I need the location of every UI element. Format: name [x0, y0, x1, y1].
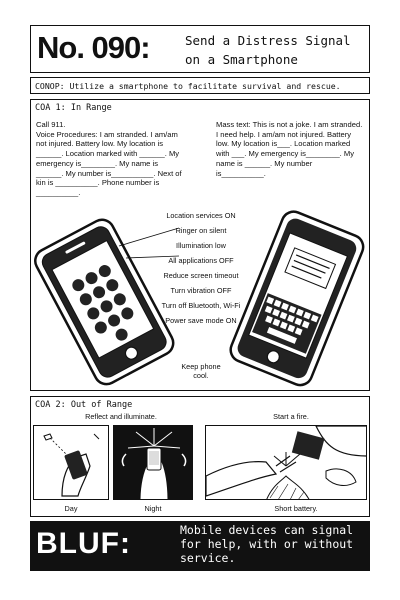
day-caption: Day — [64, 504, 78, 513]
coa2-section — [30, 396, 370, 517]
fire-starting-illustration — [206, 426, 367, 500]
night-panel — [113, 425, 193, 500]
setting-vibration: Turn vibration OFF — [170, 286, 232, 295]
coa1-label: COA 1: In Range — [35, 103, 112, 113]
keep-cool-note: Keep phone cool. — [181, 362, 221, 381]
right-phone-illustration — [226, 208, 366, 388]
setting-power-save: Power save mode ON — [165, 316, 237, 325]
guide-title-line-2: on a Smartphone — [185, 52, 298, 67]
setting-ringer: Ringer on silent — [175, 226, 227, 235]
battery-caption: Short battery. — [274, 504, 318, 513]
mass-text-message: Mass text: This is not a joke. I am stranded. I need help. I am/am not injured. Battery low. My location is___. Location marked with ___. My emergency is________. My name is ______. My number is__________. — [216, 120, 363, 178]
fire-caption: Start a fire. — [273, 412, 309, 421]
fire-panel — [205, 425, 367, 500]
setting-applications: All applications OFF — [168, 256, 234, 265]
setting-screen-timeout: Reduce screen timeout — [163, 271, 239, 280]
bluf-heading: BLUF: — [36, 527, 131, 560]
day-panel — [33, 425, 109, 500]
conop-banner: CONOP: Utilize a smartphone to facilitate survival and rescue. — [30, 77, 370, 94]
setting-bluetooth-wifi: Turn off Bluetooth, Wi-Fi — [161, 301, 241, 310]
setting-illumination: Illumination low — [176, 241, 226, 250]
left-phone-illustration — [31, 208, 181, 388]
day-signal-illustration — [34, 426, 109, 500]
guide-title-line-1: Send a Distress Signal — [185, 33, 351, 48]
night-caption: Night — [144, 504, 162, 513]
setting-location-services: Location services ON — [166, 211, 236, 220]
title-box — [30, 25, 370, 73]
reflect-caption: Reflect and illuminate. — [85, 412, 157, 421]
coa1-section — [30, 99, 370, 391]
coa2-label: COA 2: Out of Range — [35, 400, 133, 410]
guide-number: No. 090: — [37, 30, 150, 65]
bluf-banner — [30, 521, 370, 571]
voice-procedure-text: Call 911. Voice Procedures: I am stranded. I am/am not injured. Battery low. My location is ______. Location marked with ______. My emergency is________. My name is ______. My number is__________. Next of kin is __________. Phone number is __________. — [36, 120, 182, 198]
bluf-summary: Mobile devices can signal for help, with or without service. — [180, 523, 354, 565]
night-signal-illustration — [114, 426, 193, 500]
